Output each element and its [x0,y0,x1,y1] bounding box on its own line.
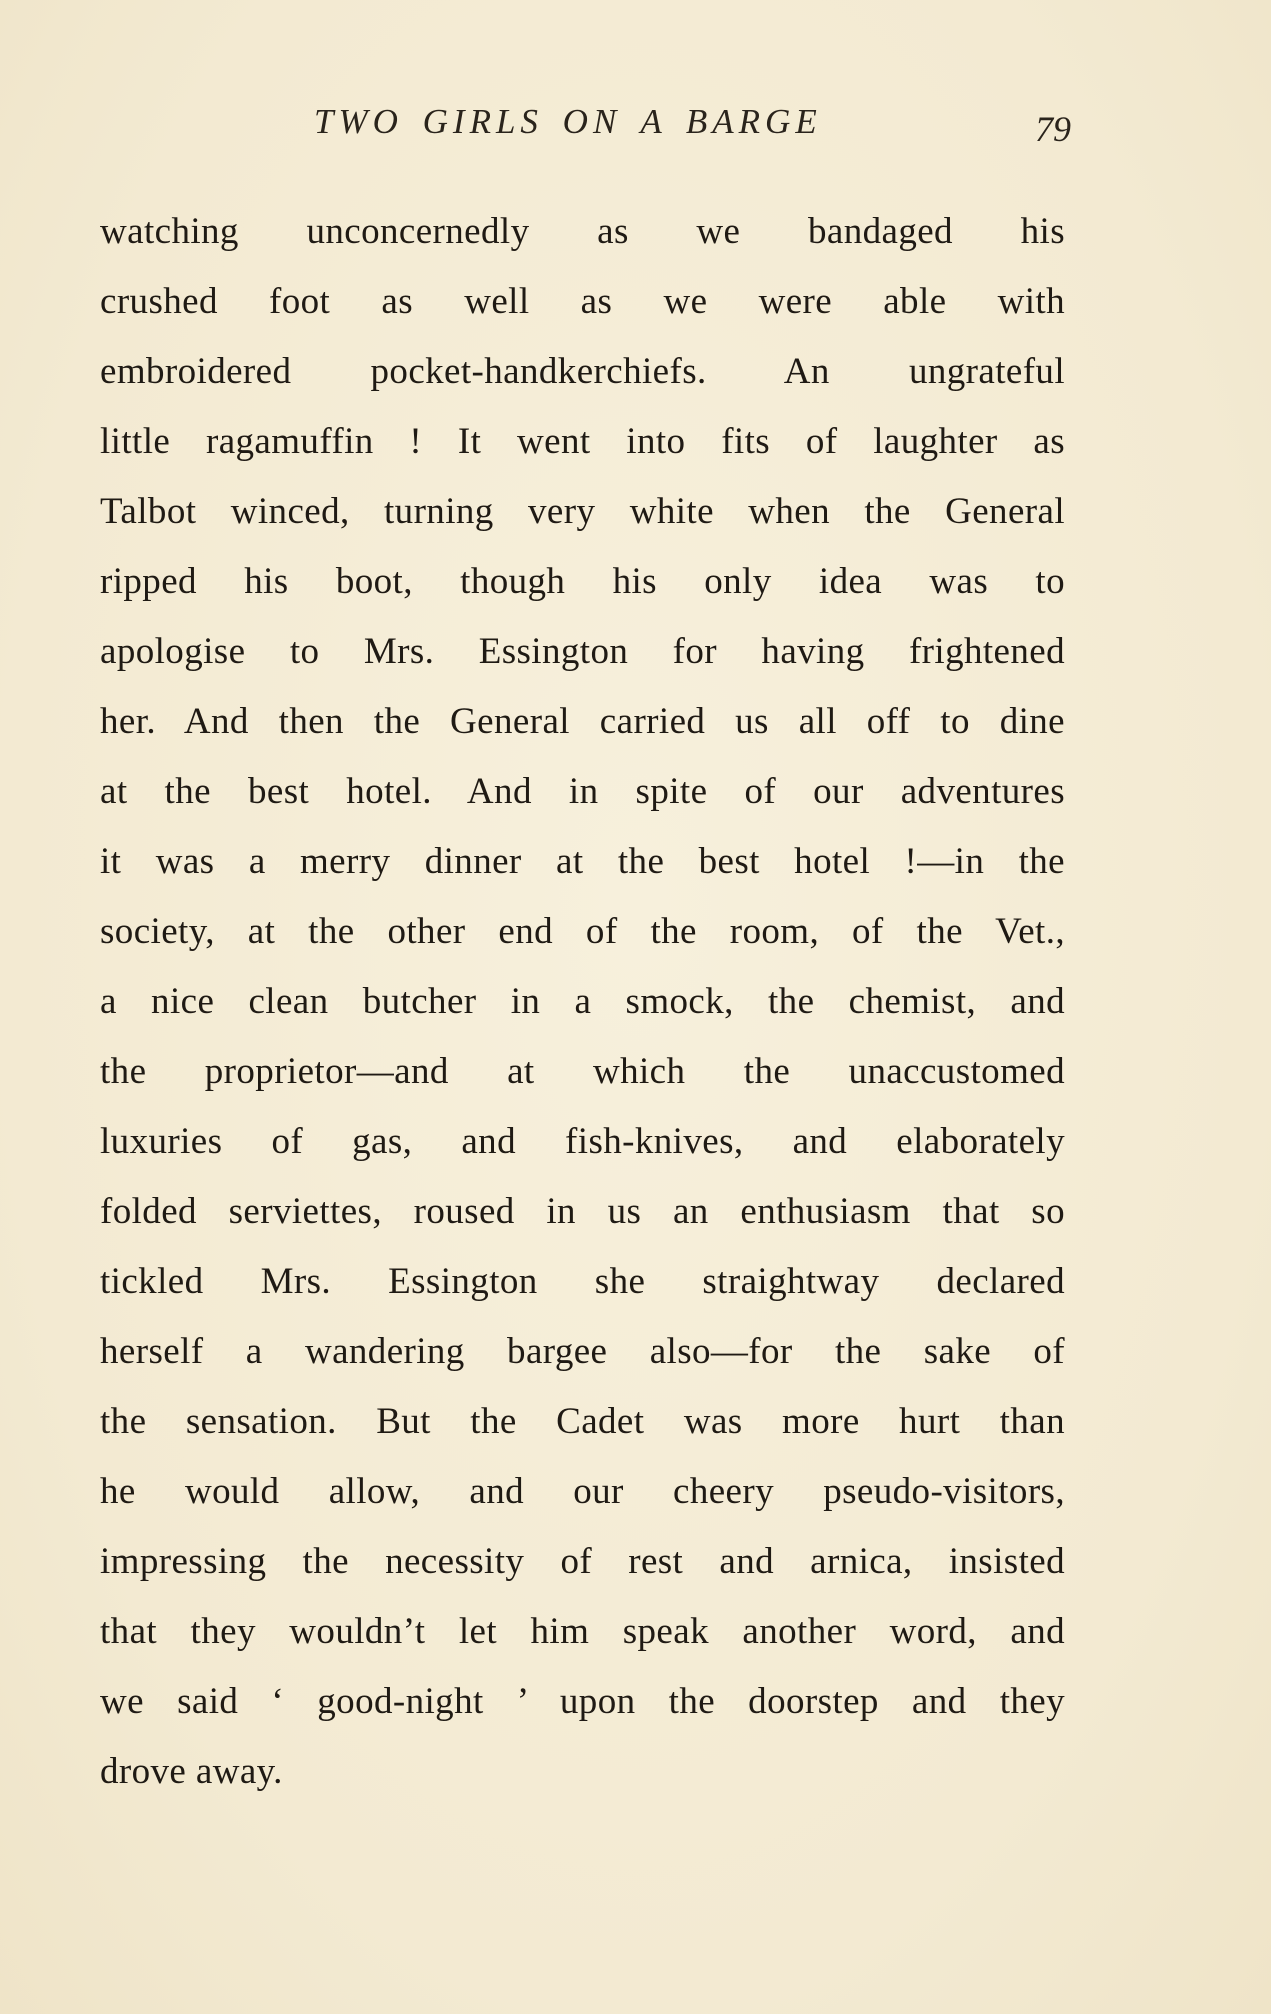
text-line: herself a wandering bargee also—for the sake of [100,1331,1065,1372]
text-line: impressing the necessity of rest and arnica, insisted [100,1541,1065,1582]
text-line: little ragamuffin ! It went into fits of laughter as [100,421,1065,462]
text-line: crushed foot as well as we were able with [100,281,1065,322]
text-line: at the best hotel. And in spite of our adventures [100,771,1065,812]
text-line: tickled Mrs. Essington she straightway declared [100,1261,1065,1302]
page-number: 79 [1035,109,1071,149]
running-head [100,102,1085,152]
body-text [100,197,1065,1807]
text-line: her. And then the General carried us all off to dine [100,701,1065,742]
running-title: TWO GIRLS ON A BARGE [314,102,822,141]
text-line-last: drove away. [100,1751,283,1792]
text-line: a nice clean butcher in a smock, the chemist, and [100,981,1065,1022]
text-line: the proprietor—and at which the unaccustomed [100,1051,1065,1092]
text-line: embroidered pocket-handkerchiefs. An ungrateful [100,351,1065,392]
text-line: that they wouldn’t let him speak another word, and [100,1611,1065,1652]
text-line: it was a merry dinner at the best hotel !—in the [100,841,1065,882]
text-line: society, at the other end of the room, of the Vet., [100,911,1065,952]
text-line: apologise to Mrs. Essington for having frightened [100,631,1065,672]
text-line: watching unconcernedly as we bandaged his [100,211,1065,252]
text-line: folded serviettes, roused in us an enthusiasm that so [100,1191,1065,1232]
text-line: ripped his boot, though his only idea was to [100,561,1065,602]
text-line: we said ‘ good-night ’ upon the doorstep and they [100,1681,1065,1722]
text-line: luxuries of gas, and fish-knives, and elaborately [100,1121,1065,1162]
text-line: he would allow, and our cheery pseudo-visitors, [100,1471,1065,1512]
text-line: Talbot winced, turning very white when the General [100,491,1065,532]
text-line: the sensation. But the Cadet was more hurt than [100,1401,1065,1442]
